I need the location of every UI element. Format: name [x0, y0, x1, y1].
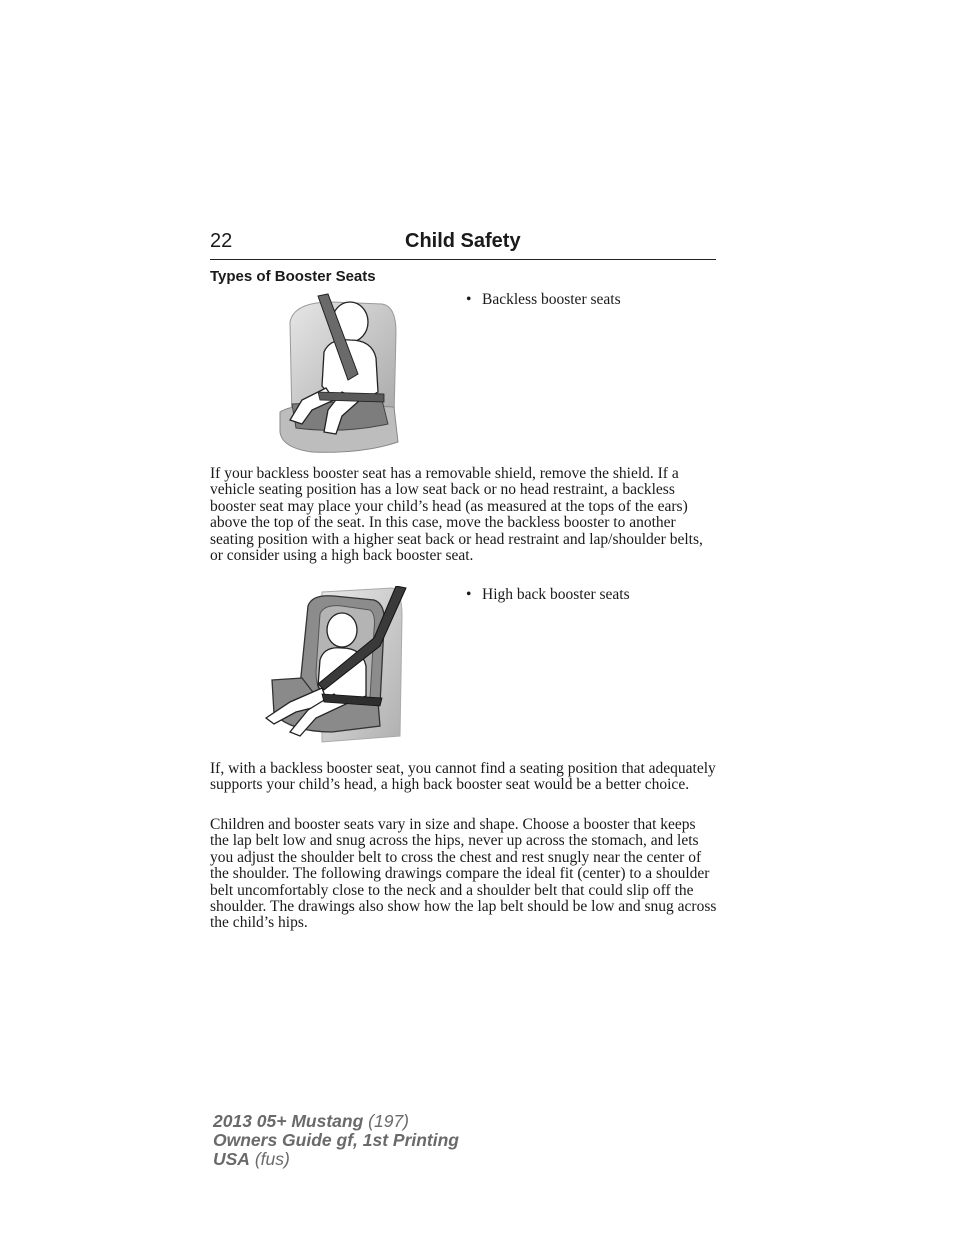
header-rule: [210, 259, 716, 260]
page-number: 22: [210, 230, 233, 252]
paragraph-backless-shield: If your backless booster seat has a removable shield, remove the shield. If a vehicle seating position has a low seat back or no head restraint, a backless booster seat may place your child’s head (as measured at the tops of the ears) above the top of the seat. In this case, move the backless booster to another seating position with a higher seat back or head restraint and lap/shoulder belts, or consider using a high back booster seat.: [210, 465, 703, 565]
footer-line-1: [213, 1112, 459, 1131]
high-back-booster-illustration: [262, 586, 407, 746]
footer-guide: Owners Guide gf, 1st Printing: [213, 1130, 459, 1150]
footer-model: 2013 05+ Mustang: [213, 1111, 364, 1131]
paragraph-head-support: If, with a backless booster seat, you cannot find a seating position that adequately supports your child’s head, a high back booster seat would be a better choice.: [210, 760, 716, 794]
document-footer: [213, 1112, 459, 1169]
bullet-dot: •: [466, 291, 472, 308]
footer-model-code: (197): [368, 1111, 410, 1131]
bullet-backless-text: Backless booster seats: [482, 291, 621, 308]
footer-market-code: (fus): [254, 1149, 290, 1169]
footer-market: USA: [213, 1149, 250, 1169]
bullet-high-back: [466, 586, 630, 604]
bullet-dot: •: [466, 586, 472, 603]
paragraph-booster-fit: Children and booster seats vary in size and shape. Choose a booster that keeps the lap belt low and snug across the hips, never up across the stomach, and lets you adjust the shoulder belt to cross the chest and rest snugly near the center of the shoulder. The following drawings compare the ideal fit (center) to a shoulder belt uncomfortably close to the neck and a shoulder belt that could slip off the shoulder. The drawings also show how the lap belt should be low and snug across the child’s hips.: [210, 816, 717, 932]
footer-line-2: [213, 1131, 459, 1150]
section-heading: Types of Booster Seats: [210, 268, 376, 285]
chapter-title: Child Safety: [405, 230, 521, 252]
bullet-backless: [466, 291, 621, 309]
backless-booster-illustration: [272, 292, 402, 455]
bullet-high-back-text: High back booster seats: [482, 586, 630, 603]
footer-line-3: [213, 1150, 459, 1169]
